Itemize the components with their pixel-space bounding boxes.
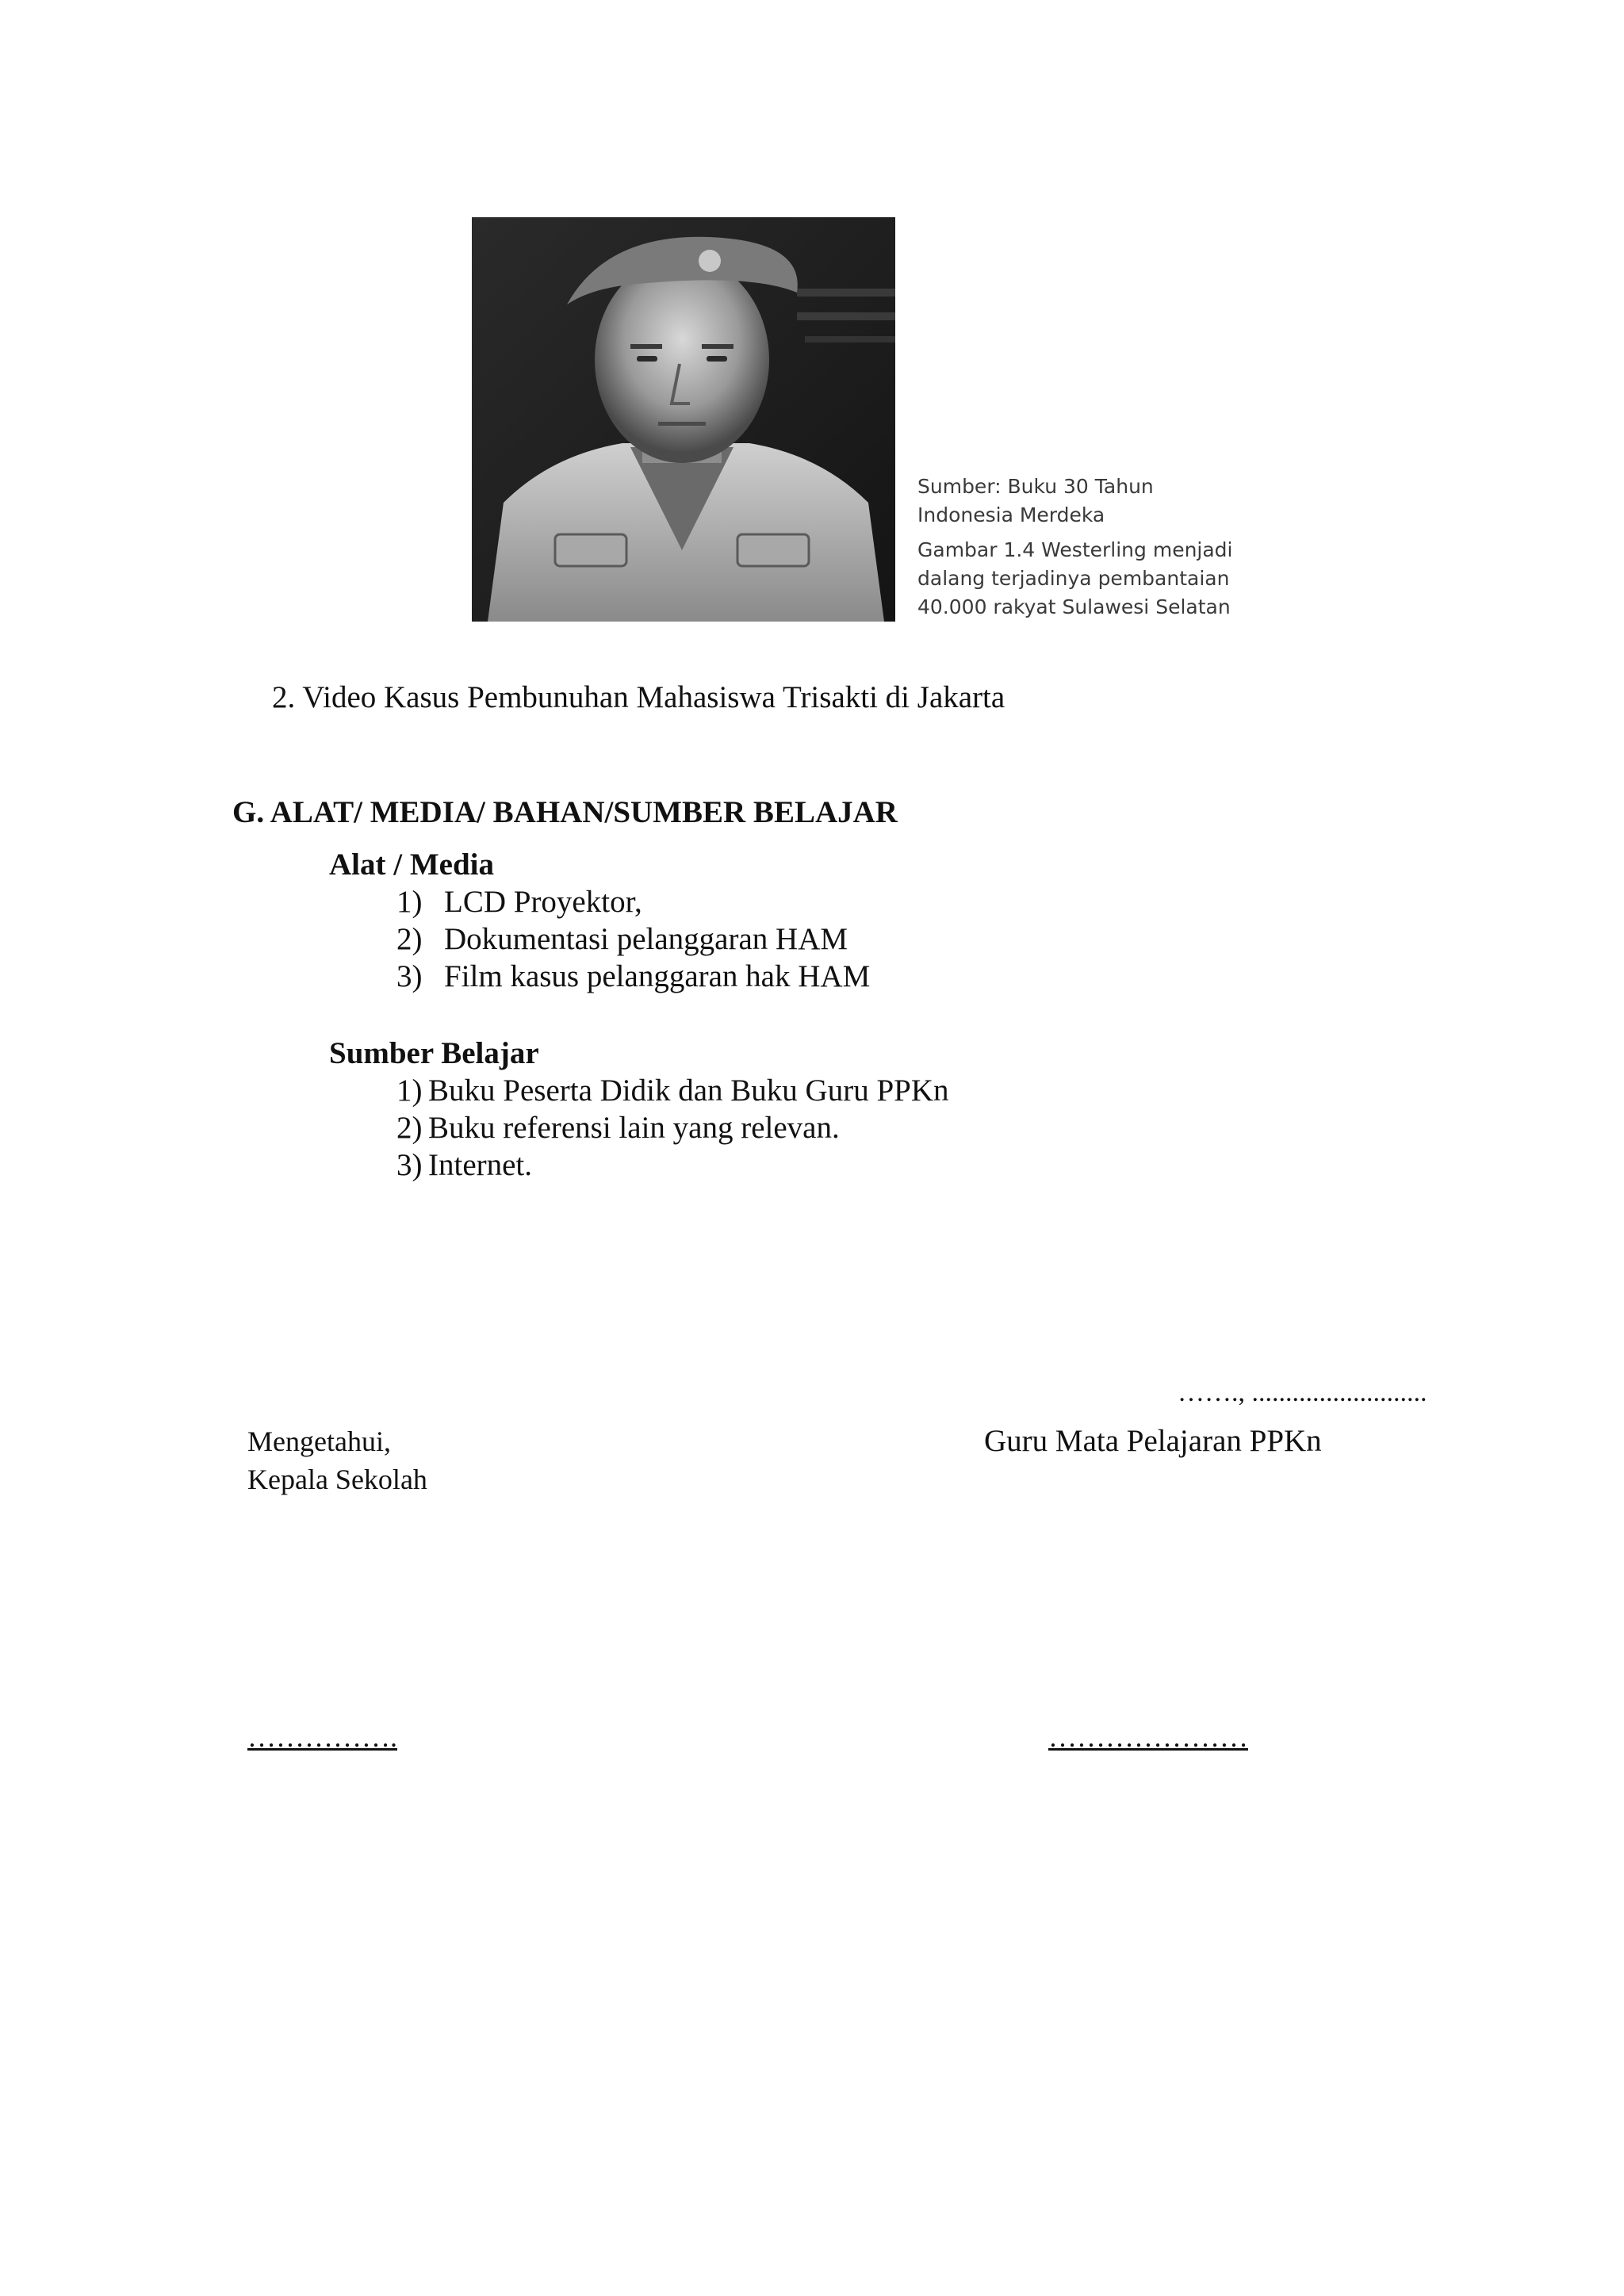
sumber-belajar-item-2 <box>396 1111 840 1146</box>
westerling-photo <box>472 217 895 622</box>
item-text: Buku referensi lain yang relevan. <box>428 1111 840 1145</box>
guru-mapel-label: Guru Mata Pelajaran PPKn <box>984 1424 1322 1458</box>
alat-media-item-1 <box>396 885 642 920</box>
item-text: Internet. <box>428 1148 533 1182</box>
sumber-belajar-heading: Sumber Belajar <box>329 1036 539 1070</box>
caption-desc-line-3: 40.000 rakyat Sulawesi Selatan <box>917 595 1231 618</box>
figure-caption <box>917 473 1251 622</box>
item-number: 2) <box>396 922 423 956</box>
alat-media-heading: Alat / Media <box>329 848 494 882</box>
caption-desc-line-2: dalang terjadinya pembantaian <box>917 567 1230 590</box>
place-date-line: ……., .......................... <box>1178 1378 1427 1407</box>
sumber-belajar-item-1 <box>396 1073 949 1109</box>
sumber-belajar-item-3 <box>396 1148 532 1184</box>
guru-name-placeholder: ………………… <box>1048 1721 1248 1753</box>
kepala-sekolah-name-placeholder: ……………. <box>247 1721 397 1753</box>
item-number: 2) <box>396 1111 423 1145</box>
caption-source-line-2: Indonesia Merdeka <box>917 503 1105 526</box>
mengetahui-label: Mengetahui, <box>247 1425 391 1457</box>
alat-media-item-2 <box>396 922 848 958</box>
alat-media-item-3 <box>396 959 870 995</box>
item-text: Dokumentasi pelanggaran HAM <box>444 922 848 956</box>
caption-source-line-1: Sumber: Buku 30 Tahun <box>917 475 1154 498</box>
item-number: 1) <box>396 1073 423 1108</box>
item-text: Film kasus pelanggaran hak HAM <box>444 959 871 993</box>
portrait-image <box>472 217 895 622</box>
video-item: 2. Video Kasus Pembunuhan Mahasiswa Trisakti di Jakarta <box>272 680 1005 714</box>
item-number: 3) <box>396 959 423 993</box>
caption-desc-line-1: Gambar 1.4 Westerling menjadi <box>917 538 1233 561</box>
item-number: 3) <box>396 1148 423 1182</box>
item-text: LCD Proyektor, <box>444 885 642 919</box>
section-g-title: G. ALAT/ MEDIA/ BAHAN/SUMBER BELAJAR <box>232 795 898 829</box>
item-text: Buku Peserta Didik dan Buku Guru PPKn <box>428 1073 949 1108</box>
item-number: 1) <box>396 885 423 919</box>
kepala-sekolah-label: Kepala Sekolah <box>247 1464 427 1495</box>
